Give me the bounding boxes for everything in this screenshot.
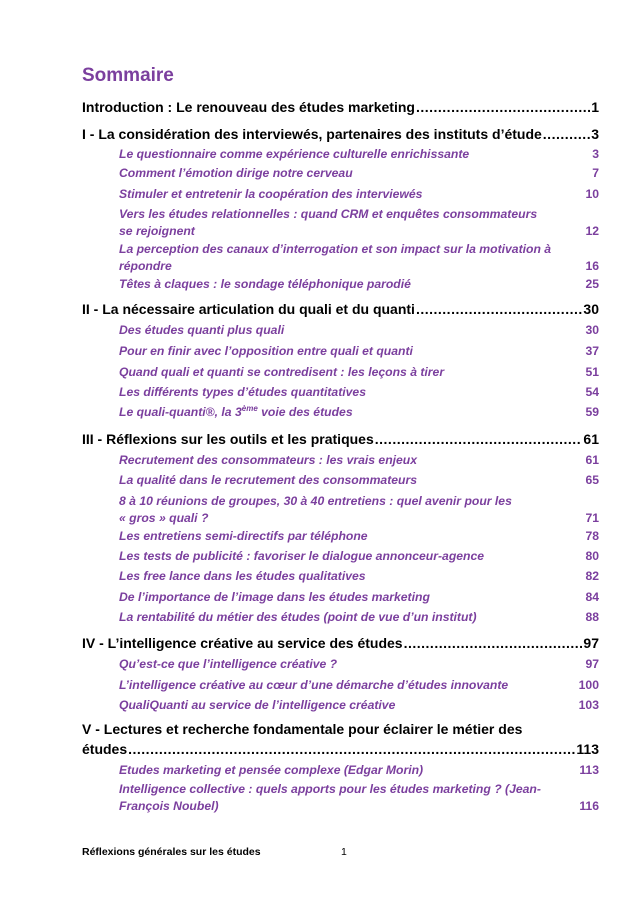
toc-page-number: 113 [576, 741, 599, 757]
toc-section-label-line2: études [82, 741, 128, 757]
toc-entry-label-line1: 8 à 10 réunions de groupes, 30 à 40 entretiens : quel avenir pour les [119, 494, 512, 508]
toc-entry[interactable] [119, 322, 599, 339]
toc-entry-label: Etudes marketing et pensée complexe (Edgar Morin) [119, 763, 424, 777]
toc-entry[interactable] [119, 548, 599, 565]
toc-section-label: I - La considération des interviewés, partenaires des instituts d’étude [82, 126, 542, 142]
toc-page-number: 37 [585, 344, 599, 358]
toc-entry[interactable] [119, 404, 599, 421]
toc-section-label: IV - L’intelligence créative au service des études [82, 635, 403, 651]
toc-page-number: 54 [585, 385, 599, 399]
dot-leader [375, 429, 583, 449]
toc-section-label: II - La nécessaire articulation du quali et du quanti [82, 301, 415, 317]
dot-leader [416, 299, 582, 319]
toc-entry-label: Les free lance dans les études qualitatives [119, 569, 366, 583]
toc-section-3[interactable] [82, 429, 599, 449]
toc-entry-label-pre: Le quali-quanti®, la 3 [119, 405, 242, 419]
toc-entry-label: Comment l’émotion dirige notre cerveau [119, 166, 353, 180]
toc-page-number: 1 [591, 99, 599, 115]
toc-entry-label: QualiQuanti au service de l’intelligence créative [119, 698, 396, 712]
page-title: Sommaire [82, 65, 174, 86]
toc-entry-label-line1: Intelligence collective : quels apports pour les études marketing ? (Jean- [119, 782, 541, 796]
toc-page-number: 59 [585, 405, 599, 419]
toc-entry-label: La rentabilité du métier des études (point de vue d’un institut) [119, 610, 477, 624]
toc-entry-label: Les tests de publicité : favoriser le dialogue annonceur-agence [119, 549, 485, 563]
toc-entry[interactable] [119, 186, 599, 203]
toc-page-number: 7 [592, 166, 599, 180]
toc-page-number: 61 [585, 453, 599, 467]
toc-entry-label-line2: répondre [119, 259, 172, 273]
toc-entry-label-line1: La perception des canaux d’interrogation et son impact sur la motivation à [119, 242, 552, 256]
toc-entry[interactable] [119, 384, 599, 401]
toc-section-intro[interactable] [82, 97, 599, 117]
toc-entry[interactable] [119, 697, 599, 714]
dot-leader [416, 97, 590, 117]
toc-entry-label: Des études quanti plus quali [119, 323, 285, 337]
toc-page-number: 97 [583, 635, 599, 651]
toc-page-number: 82 [585, 569, 599, 583]
toc-entry[interactable] [119, 568, 599, 585]
toc-page-number: 30 [585, 323, 599, 337]
dot-leader [543, 124, 590, 144]
toc-entry-label: Les différents types d’études quantitatives [119, 385, 366, 399]
toc-entry[interactable] [119, 241, 599, 275]
toc-entry-label: Stimuler et entretenir la coopération des interviewés [119, 187, 423, 201]
toc-section-4[interactable] [82, 633, 599, 653]
toc-page-number: 97 [585, 657, 599, 671]
toc-page-number: 30 [583, 301, 599, 317]
toc-entry[interactable] [119, 589, 599, 606]
toc-page-number: 10 [585, 187, 599, 201]
toc-entry-label-line2: se rejoignent [119, 224, 195, 238]
toc-entry-label-line2: « gros » quali ? [119, 511, 209, 525]
toc-section-2[interactable] [82, 299, 599, 319]
superscript: ème [241, 404, 258, 413]
toc-entry[interactable] [119, 343, 599, 360]
toc-page-number: 51 [585, 365, 599, 379]
toc-page-number: 71 [585, 511, 599, 525]
toc-entry[interactable] [119, 493, 599, 527]
toc-page-number: 61 [583, 431, 599, 447]
toc-entry[interactable] [119, 762, 599, 779]
toc-section-1[interactable] [82, 124, 599, 144]
toc-entry-label: La qualité dans le recrutement des consommateurs [119, 473, 418, 487]
toc-page-number: 65 [585, 473, 599, 487]
toc-entry[interactable] [119, 656, 599, 673]
dot-leader [128, 739, 575, 759]
toc-page-number: 113 [579, 763, 599, 777]
toc-entry-label: De l’importance de l’image dans les études marketing [119, 590, 430, 604]
dot-leader [404, 633, 583, 653]
toc-entry[interactable] [119, 781, 599, 815]
toc-entry-label: Recrutement des consommateurs : les vrais enjeux [119, 453, 418, 467]
toc-entry-label-line2: François Noubel) [119, 799, 219, 813]
toc-entry[interactable] [119, 472, 599, 489]
toc-entry[interactable] [119, 206, 599, 240]
toc-entry[interactable] [119, 677, 599, 694]
toc-page-number: 84 [585, 590, 599, 604]
toc-entry-label: Quand quali et quanti se contredisent : les leçons à tirer [119, 365, 445, 379]
toc-entry[interactable] [119, 364, 599, 381]
page-number: 1 [341, 846, 347, 858]
toc-entry-label-post: voie des études [257, 405, 353, 419]
toc-entry[interactable] [119, 165, 599, 182]
toc-entry-label: Les entretiens semi-directifs par téléphone [119, 529, 368, 543]
toc-page-number: 100 [578, 678, 599, 692]
toc-entry-label: Pour en finir avec l’opposition entre quali et quanti [119, 344, 413, 358]
toc-entry-label: Têtes à claques : le sondage téléphonique parodié [119, 277, 411, 291]
toc-page-number: 103 [578, 698, 599, 712]
toc-page-number: 25 [585, 277, 599, 291]
toc-page-number: 116 [579, 799, 599, 813]
toc-page-number: 16 [585, 259, 599, 273]
toc-entry-label-line1: Vers les études relationnelles : quand CRM et enquêtes consommateurs [119, 207, 538, 221]
toc-page-number: 3 [591, 126, 599, 142]
toc-page-number: 3 [592, 147, 599, 161]
toc-section-5[interactable] [82, 719, 599, 759]
toc-entry[interactable] [119, 146, 599, 163]
toc-entry[interactable] [119, 452, 599, 469]
toc-page-number: 88 [585, 610, 599, 624]
toc-entry-label: L’intelligence créative au cœur d’une démarche d’études innovante [119, 678, 509, 692]
toc-section-label: III - Réflexions sur les outils et les pratiques [82, 431, 374, 447]
toc-entry-label: Qu’est-ce que l’intelligence créative ? [119, 657, 338, 671]
toc-page-number: 12 [585, 224, 599, 238]
toc-entry[interactable] [119, 609, 599, 626]
toc-page-number: 80 [585, 549, 599, 563]
toc-page-number: 78 [585, 529, 599, 543]
toc-section-label: Introduction : Le renouveau des études marketing [82, 99, 415, 115]
toc-entry[interactable] [119, 276, 599, 293]
toc-section-label-line1: V - Lectures et recherche fondamentale pour éclairer le métier des [82, 721, 523, 737]
toc-entry-label [119, 404, 353, 421]
toc-entry[interactable] [119, 528, 599, 545]
toc-entry-label: Le questionnaire comme expérience culturelle enrichissante [119, 147, 470, 161]
page-footer: Réflexions générales sur les études [82, 846, 261, 858]
